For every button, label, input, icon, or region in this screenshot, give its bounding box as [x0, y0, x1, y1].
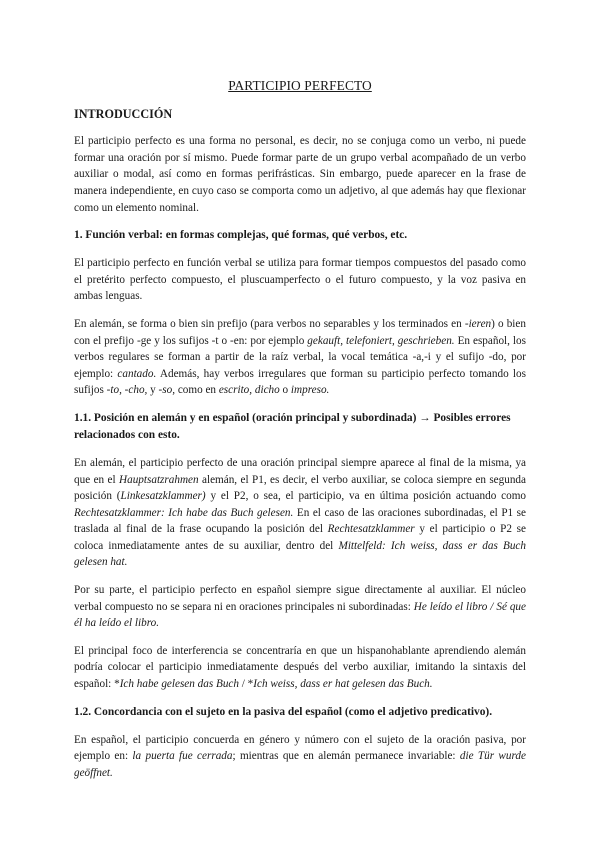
text: como en [175, 384, 219, 397]
text: Por su parte, el participio perfecto en español siempre sigue directamente al auxiliar. El núcleo verbal compuesto no se separa ni en oraciones principales ni subordinadas: [74, 584, 526, 613]
term-linkesatzklammer: Linkesatzklammer) [120, 490, 206, 503]
term-rechtesatzklammer: Rechtesatzklammer [327, 523, 415, 536]
text: En el caso de las oraciones subordinadas, el P1 se traslada al final de la frase ocupando la posición del [74, 506, 526, 536]
text: / * [238, 678, 254, 691]
example-tur-geoffnet: die Tür wurde geöffnet. [74, 750, 526, 779]
example-escrito-dicho: escrito, dicho [218, 384, 280, 397]
text: El principal foco de interferencia se concentraría en que un hispanohablante aprendiendo alemán podría colocar el participio inmediatamente después del verbo auxiliar, imitando la sintaxis del español: * [74, 644, 526, 691]
paragraph-position-spanish [74, 582, 526, 632]
example-mittelfeld: Mittelfeld: Ich weiss, dass er das Buch gelesen hat. [74, 539, 526, 569]
text: En alemán, se forma o bien sin prefijo (para verbos no separables y los terminados en [74, 317, 465, 330]
section-heading-1: 1. Función verbal: en formas complejas, qué formas, qué verbos, etc. [74, 229, 408, 242]
example-impreso: impreso. [290, 384, 330, 397]
example-he-leido: He leído el libro / Sé que él ha leído el libro. [74, 600, 526, 630]
example-suffixes: -to, -cho, [106, 384, 148, 397]
paragraph-verbal-function: El participio perfecto en función verbal se utiliza para formar tiempos compuestos del pasado como el pretérito perfecto compuesto, el pluscuamperfecto o el futuro compuesto, y la voz pasiva en ambas lenguas. [74, 257, 526, 303]
text: o [279, 384, 291, 397]
text: ; mientras que en alemán permanece invariable: [232, 750, 460, 763]
example-puerta-cerrada: la puerta fue cerrada [132, 750, 233, 763]
intro-heading: INTRODUCCIÓN [74, 106, 173, 121]
paragraph-formation [74, 316, 526, 399]
example-rechtesatzklammer: Rechtesatzklammer: Ich habe das Buch gelesen. [74, 506, 294, 519]
example-cantado: cantado. [117, 367, 157, 380]
example-error-1: Ich habe gelesen das Buch [119, 678, 239, 691]
text: y el participio o P2 se coloca inmediatamente antes de su auxiliar, dentro del [74, 523, 526, 552]
intro-paragraph: El participio perfecto es una forma no personal, es decir, no se conjuga como un verbo, ni puede formar una oración por sí mismo. Puede formar parte de un grupo verbal acompañado de un verbo auxiliar o modal, así como en formas perifrásticas. Sin embargo, puede aparecer en la frase de manera independiente, en cuyo caso se comporta como un adjetivo, al que además hay que flexionar como un elemento nominal. [74, 135, 526, 214]
page-title: PARTICIPIO PERFECTO [228, 78, 372, 93]
example-ieren: -ieren [464, 317, 492, 330]
example-suffix-so: -so, [158, 384, 176, 397]
text: En alemán, el participio perfecto de una oración principal siempre aparece al final de la misma, ya que en el [74, 456, 526, 486]
section-heading-1-1: 1.1. Posición en alemán y en español (oración principal y subordinada) → Posibles errores relacionados con esto. [74, 411, 511, 441]
example-error-2: Ich weiss, dass er hat gelesen das Buch. [253, 678, 433, 691]
text: ) o bien con el prefijo -ge y los sufijos -t o -en: por ejemplo [74, 317, 526, 347]
paragraph-agreement [74, 732, 526, 782]
example-german-participles: gekauft, telefoniert, geschrieben. [307, 334, 455, 347]
term-hauptsatzrahmen: Hauptsatzrahmen [119, 473, 199, 486]
paragraph-position-german [74, 455, 526, 571]
paragraph-interference [74, 643, 526, 693]
text: En español, el participio concuerda en género y número con el sujeto de la oración pasiva, por ejemplo en: [74, 733, 526, 763]
text: En español, los verbos regulares se forman a partir de la raíz verbal, la vocal temática -a,-i y el sufijo -do, por ejemplo: [74, 334, 526, 380]
text: Además, hay verbos irregulares que forman su participio perfecto tomando los sufijos [74, 367, 526, 397]
text: alemán, el P1, es decir, el verbo auxiliar, se coloca siempre en segunda posición ( [74, 473, 526, 503]
text: y el P2, o sea, el participio, va en última posición actuando como [205, 490, 526, 503]
section-heading-1-2: 1.2. Concordancia con el sujeto en la pasiva del español (como el adjetivo predicativo). [74, 705, 493, 718]
document-page [74, 78, 526, 792]
text: y [147, 384, 159, 397]
